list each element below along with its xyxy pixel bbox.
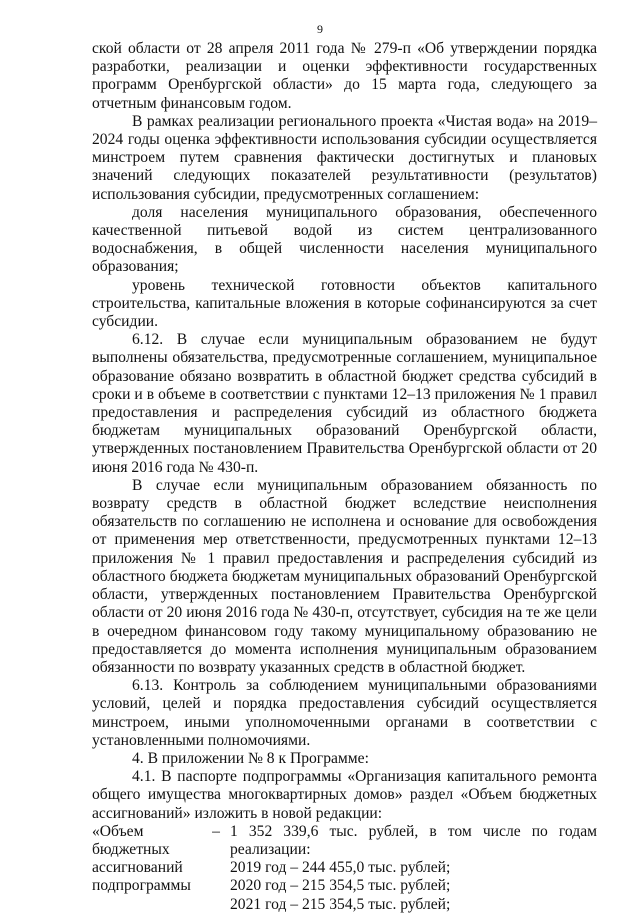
budget-allocation-block <box>92 823 597 914</box>
allocation-total: 1 352 339,6 тыс. рублей, в том числе по годам реализации: <box>230 822 597 858</box>
paragraph-6-13: 6.13. Контроль за соблюдением муниципальными образованиями условий, целей и порядка предоставления субсидий осуществляется минстроем, иными уполномоченными органами в соответствии с установленными полномочиями. <box>92 677 597 749</box>
page-number: 9 <box>317 22 323 36</box>
paragraph-continuation: ской области от 28 апреля 2011 года № 279-п «Об утверждении порядка разработки, реализации и оценки эффективности государственных программ Оренбургской области» до 15 марта года, следующего за отчетным финансовым годом. <box>92 40 597 112</box>
paragraph-item-4: 4. В приложении № 8 к Программе: <box>132 749 369 767</box>
document-body <box>92 40 597 914</box>
allocation-label: «Объем бюджетных ассигнований подпрограммы <box>92 822 191 895</box>
allocation-year-2021: 2021 год – 215 354,5 тыс. рублей; <box>230 895 451 913</box>
paragraph-indicator-readiness: уровень технической готовности объектов капитального строительства, капитальные вложения в которые софинансируются за счет субсидии. <box>92 276 597 331</box>
paragraph-refund: В случае если муниципальным образованием обязанность по возврату средств в областной бюджет вследствие неисполнения обязательств по соглашению не исполнена и основание для освобождения от применения мер ответственности, предусмотренных пунктами 12–13 приложения № 1 правил предоставления и распределения субсидий из областного бюджета бюджетам муниципальных образований Оренбургской области, утвержденных постановлением Правительства Оренбургской области от 20 июня 2016 года № 430-п, отсутствует, субсидия на те же цели в очередном финансовом году такому муниципальному образованию не предоставляется до момента исполнения муниципальным образованием обязанности по возврату указанных средств в областной бюджет. <box>92 476 597 676</box>
allocation-values <box>230 823 597 914</box>
paragraph-6-12: 6.12. В случае если муниципальным образованием не будут выполнены обязательства, предусмотренные соглашением, муниципальное образование обязано возвратить в областной бюджет средства субсидий в сроки и в объеме в соответствии с пунктами 12–13 приложения № 1 правил предоставления и распределения субсидий из областного бюджета бюджетам муниципальных образований Оренбургской области, утвержденных постановлением Правительства Оренбургской области от 20 июня 2016 года № 430-п. <box>92 331 597 476</box>
allocation-year-2020: 2020 год – 215 354,5 тыс. рублей; <box>230 877 451 895</box>
allocation-year-2019: 2019 год – 244 455,0 тыс. рублей; <box>230 859 451 877</box>
allocation-dash: – <box>212 822 220 840</box>
paragraph-item-4-1: 4.1. В паспорте подпрограммы «Организация капитального ремонта общего имущества многоквартирных домов» раздел «Объем бюджетных ассигнований» изложить в новой редакции: <box>92 768 597 822</box>
paragraph-clean-water: В рамках реализации регионального проекта «Чистая вода» на 2019–2024 годы оценка эффективности использования субсидии осуществляется минстроем путем сравнения фактически достигнутых и плановых значений следующих показателей результативности (результатов) использования субсидии, предусмотренных соглашением: <box>92 112 597 203</box>
paragraph-indicator-share: доля населения муниципального образования, обеспеченного качественной питьевой водой из систем централизованного водоснабжения, в общей численности населения муниципального образования; <box>92 203 597 276</box>
